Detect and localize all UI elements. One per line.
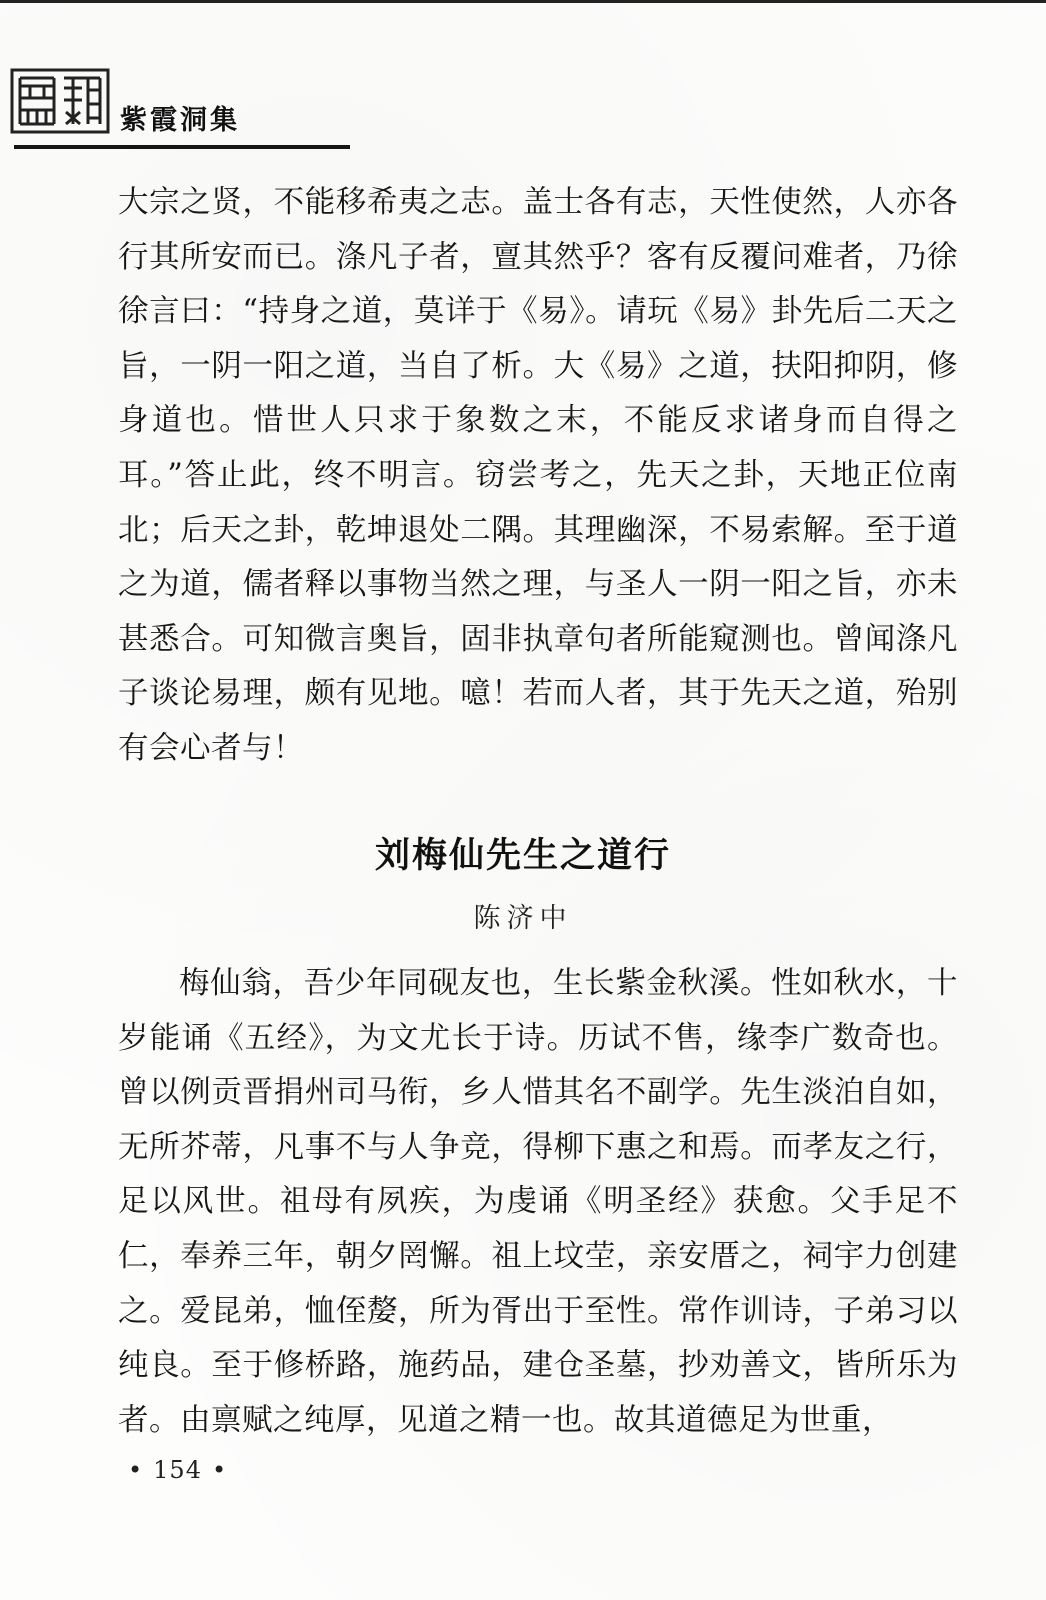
paragraph-article-body: 梅仙翁，吾少年同砚友也，生长紫金秋溪。性如秋水，十岁能诵《五经》，为文尤长于诗。历试不售，缘李广数奇也。曾以例贡晋捐州司马衔，乡人惜其名不副学。先生淡泊自如，无所芥蒂，凡事不与人争竞，得柳下惠之和焉。而孝友之行，足以风世。祖母有夙疾，为虔诵《明圣经》获愈。父手足不仁，奉养三年，朝夕罔懈。祖上坟茔，亲安厝之，祠宇力创建之。爱昆弟，恤侄嫠，所为胥出于至性。常作训诗，子弟习以纯良。至于修桥路，施药品，建仓圣墓，抄劝善文，皆所乐为者。由禀赋之纯厚，见道之精一也。故其道德足为世重， <box>118 966 958 1438</box>
bullet-left: • <box>128 1456 144 1484</box>
bullet-right: • <box>211 1456 228 1484</box>
header-rule <box>14 145 350 149</box>
book-title: 紫霞洞集 <box>120 105 240 136</box>
page-top-edge <box>0 0 1046 3</box>
page-number-value: 154 <box>153 1456 202 1484</box>
article-title: 刘梅仙先生之道行 <box>374 836 671 876</box>
paragraph-previous-article: 大宗之贤，不能移希夷之志。盖士各有志，天性使然，人亦各行其所安而已。涤凡子者，亶其然乎？客有反覆问难者，乃徐徐言曰：“持身之道，莫详于《易》。请玩《易》卦先后二天之旨，一阴一阳之道，当自了析。大《易》之道，扶阳抑阴，修身道也。惜世人只求于象数之末，不能反求诸身而自得之耳。”答止此，终不明言。窃尝考之，先天之卦，天地正位南北；后天之卦，乾坤退处二隅。其理幽深，不易索解。至于道之为道，儒者释以事物当然之理，与圣人一阴一阳之旨，亦未甚悉合。可知微言奥旨，固非执章句者所能窥测也。曾闻涤凡子谈论易理，颇有见地。噫！若而人者，其于先天之道，殆别有会心者与！ <box>118 185 958 766</box>
page-number <box>118 1456 237 1484</box>
article-author: 陈济中 <box>473 903 573 934</box>
seal-logo <box>10 68 110 134</box>
